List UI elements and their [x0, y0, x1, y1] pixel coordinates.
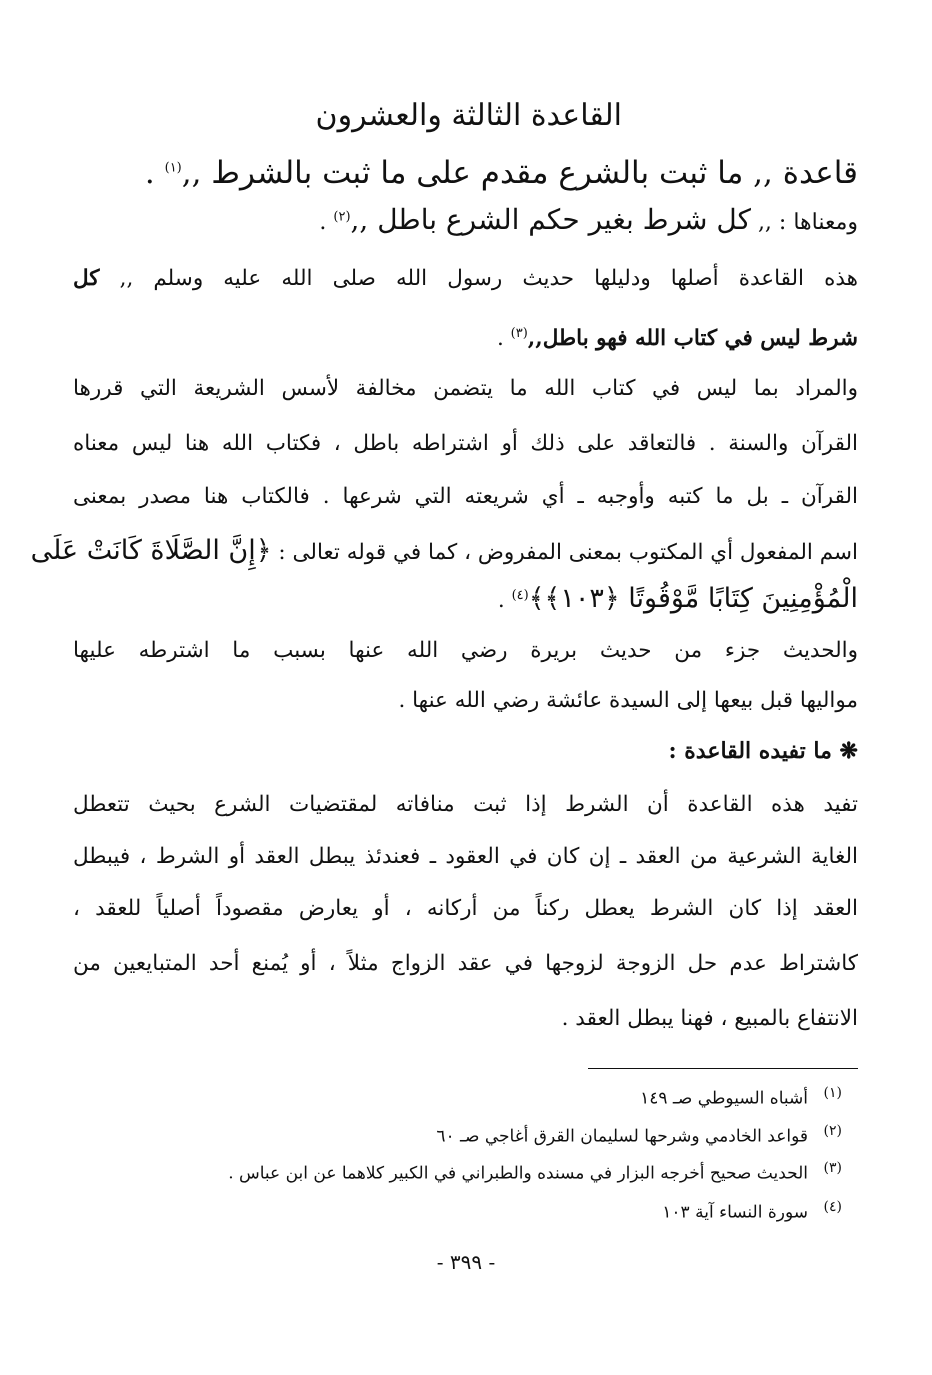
rule-statement-end: .: [144, 155, 155, 191]
body-line-10: تفيد هذه القاعدة أن الشرط إذا ثبت منافاته لمقتضيات الشرع بحيث تتعطل: [73, 792, 858, 817]
body-line-7: [498, 585, 858, 612]
body-line-5: القرآن ـ بل ما كتبه وأوجبه ـ أي شريعته التي شرعها . فالكتاب هنا مصدر بمعنى: [73, 484, 858, 509]
body-line-14: الانتفاع بالمبيع ، فهنا يبطل العقد .: [561, 1006, 858, 1031]
page-number: - ٣٩٩ -: [436, 1250, 496, 1274]
rule-statement-text: قاعدة ,, ما ثبت بالشرع مقدم على ما ثبت بالشرط ,,: [181, 155, 858, 191]
body-line-7-end: .: [497, 588, 505, 613]
rule-meaning-end: .: [319, 210, 327, 235]
body-line-6-text: اسم المفعول أي المكتوب بمعنى المفروض ، كما في قوله تعالى :: [278, 540, 858, 565]
footnote-ref-4: (٤): [511, 587, 529, 603]
footnote-ref-1: (١): [164, 160, 182, 176]
rule-meaning: [319, 203, 858, 236]
body-line-13: كاشتراط عدم حل الزوجة لزوجها في عقد الزواج مثلاً ، أو يُمنع أحد المتبايعين من: [73, 951, 858, 976]
footnote-ref-3: (٣): [510, 326, 528, 341]
rule-meaning-text: كل شرط بغير حكم الشرع باطل ,,: [350, 203, 751, 236]
hadith-start: كل: [73, 266, 100, 291]
quran-verse-start: ﴿إِنَّ الصَّلَاةَ كَانَتْ عَلَى: [30, 535, 272, 566]
body-line-1-text: هذه القاعدة أصلها ودليلها حديث رسول الله صلى الله عليه وسلم ,,: [119, 266, 858, 291]
footnote-4-number: (٤): [823, 1199, 842, 1215]
footnote-2: [436, 1123, 842, 1147]
body-line-1: [73, 268, 858, 290]
rule-heading: القاعدة الثالثة والعشرون: [315, 98, 622, 133]
body-line-6: [30, 535, 858, 566]
footnote-2-text: قواعد الخادمي وشرحها لسليمان القرق أغاجي صـ ٦٠: [436, 1126, 808, 1147]
body-line-2: [497, 327, 858, 350]
footnote-4-text: سورة النساء آية ١٠٣: [662, 1202, 808, 1223]
body-line-2-end: .: [496, 326, 504, 352]
footnote-1-number: (١): [823, 1085, 842, 1101]
footnote-2-number: (٢): [823, 1123, 842, 1139]
body-line-11: الغاية الشرعية من العقد ـ إن كان في العقود ـ فعندئذ يبطل العقد أو الشرط ، فيبطل: [73, 844, 858, 869]
body-line-8: والحديث جزء من حديث بريرة رضي الله عنها بسبب ما اشترطه عليها: [73, 638, 858, 663]
footnote-4: [662, 1199, 842, 1223]
body-line-12: العقد إذا كان الشرط يعطل ركناً من أركانه ، أو يعارض مقصوداً أصلياً للعقد ،: [73, 896, 858, 921]
rule-meaning-prefix: ومعناها : ,,: [757, 210, 858, 235]
quran-verse-end: الْمُؤْمِنِينَ كِتَابًا مَّوْقُوتًا ﴿١٠٣﴾﴾: [528, 583, 858, 614]
footnote-1-text: أشباه السيوطي صـ ١٤٩: [640, 1088, 808, 1109]
footnote-3-number: (٣): [823, 1160, 842, 1176]
body-line-3: والمراد بما ليس في كتاب الله ما يتضمن مخالفة لأسس الشريعة التي قررها: [73, 376, 858, 401]
footnote-ref-2: (٢): [333, 209, 351, 225]
footnote-divider: [588, 1068, 858, 1069]
rule-statement: [145, 155, 858, 191]
section-heading: ❋ ما تفيده القاعدة :: [668, 738, 858, 764]
footnote-3-text: الحديث صحيح أخرجه البزار في مسنده والطبراني في الكبير كلاهما عن ابن عباس .: [228, 1163, 808, 1184]
body-line-9: مواليها قبل بيعها إلى السيدة عائشة رضي الله عنها .: [398, 688, 858, 713]
footnote-1: [640, 1085, 842, 1109]
body-line-4: القرآن والسنة . فالتعاقد على ذلك أو اشتراطه باطل ، فكتاب الله هنا ليس معناه: [73, 431, 858, 456]
hadith-text: شرط ليس في كتاب الله فهو باطل,,: [527, 326, 858, 352]
footnote-3: [228, 1160, 842, 1184]
